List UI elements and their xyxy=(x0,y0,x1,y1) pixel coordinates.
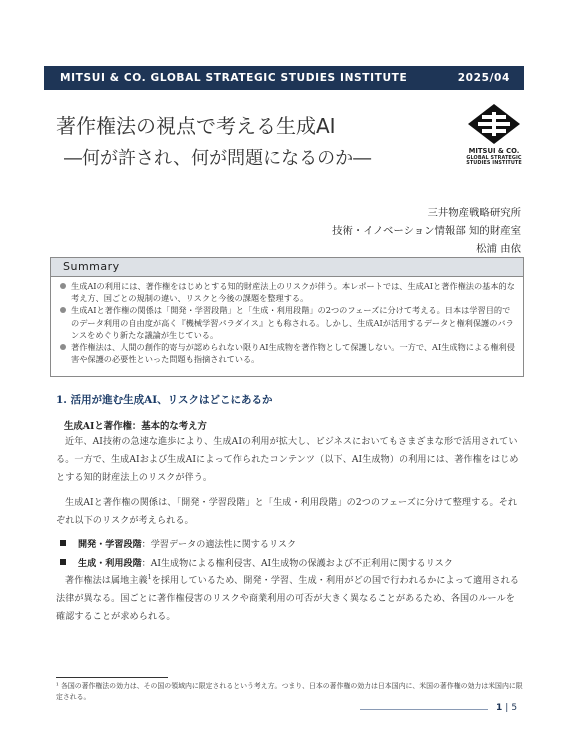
report-title: 著作権法の視点で考える生成AI xyxy=(56,114,336,138)
body-paragraph: 近年、AI技術の急速な進歩により、生成AIの利用が拡大し、ビジネスにおいてもさまざまな形で活用されている。一方で、生成AIおよび生成AIによって作られたコンテンツ（以下、AI生成物）の利用には、著作権をはじめとする知的財産法上のリスクが伴う。 xyxy=(56,437,519,483)
author-name: 松浦 由依 xyxy=(476,243,521,255)
footnote-divider xyxy=(56,677,168,678)
report-subtitle: ―何が許され、何が問題になるのか― xyxy=(64,148,372,169)
summary-heading: Summary xyxy=(51,258,523,277)
author-department: 技術・イノベーション情報部 知的財産室 xyxy=(332,225,521,237)
section-subheading: 生成AIと著作権：基本的な考え方 xyxy=(64,421,207,432)
summary-item: 生成AIと著作権の関係は「開発・学習段階」と「生成・利用段階」の2つのフェーズに分けて考える。日本は学習目的でのデータ利用の自由度が高く『機械学習パラダイス』とも称される。しかし、生成AIが活用するデータと権利保護のバランスをめぐり新たな議論が生じている。 xyxy=(59,304,517,341)
logo-mark-icon xyxy=(467,103,521,145)
logo-text-line3: STUDIES INSTITUTE xyxy=(466,160,522,167)
risk-bullet-label: 生成・利用段階 xyxy=(78,558,142,569)
logo-text-company: MITSUI & CO. xyxy=(468,147,520,155)
square-bullet-icon xyxy=(60,559,66,565)
body-paragraph: 生成AIと著作権の関係は、「開発・学習段階」と「生成・利用段階」の2つのフェーズに分けて整理する。それぞれ以下のリスクが考えられる。 xyxy=(56,498,518,526)
summary-item: 著作権法は、人間の創作的寄与が認められない限りAI生成物を著作物として保護しない。一方で、AI生成物による権利侵害や保護の必要性といった問題も指摘されている。 xyxy=(59,341,517,365)
page-separator: | xyxy=(505,703,509,713)
logo-text-line2: GLOBAL STRATEGIC xyxy=(466,154,522,161)
section-title: 1. 活用が進む生成AI、リスクはどこにあるか xyxy=(56,394,273,406)
risk-bullet-text: ：学習データの適法性に関するリスク xyxy=(141,540,297,550)
footer-line xyxy=(360,709,488,710)
paragraph-text: を採用しているため、開発・学習、生成・利用がどの国で行われるかによって適用される法律が異なる。国ごとに著作権侵害のリスクや商業利用の可否が大きく異なることがあるため、各国のルールを確認することが求められる。 xyxy=(56,576,520,622)
current-page: 1 xyxy=(496,703,503,713)
header-bar xyxy=(44,66,524,90)
summary-list xyxy=(51,277,523,365)
risk-bullet-label: 開発・学習段階 xyxy=(78,539,142,550)
footnote: ¹ 各国の著作権法の効力は、その国の領域内に限定されるという考え方。つまり、日本の著作権の効力は日本国内に、米国の著作権の効力は米国内に限定される。 xyxy=(56,682,523,701)
summary-box xyxy=(50,257,524,377)
square-bullet-icon xyxy=(60,540,66,546)
body-paragraph xyxy=(56,573,520,626)
paragraph-text: 著作権法は属地主義 xyxy=(65,576,148,586)
author-organization: 三井物産戦略研究所 xyxy=(427,207,521,219)
page-number xyxy=(496,703,517,713)
institute-logo xyxy=(462,103,526,183)
report-date: 2025/04 xyxy=(457,72,510,84)
risk-bullet-text: ：AI生成物による権利侵害、AI生成物の保護および不正利用に関するリスク xyxy=(141,559,453,569)
total-pages: 5 xyxy=(511,703,518,713)
risk-bullet xyxy=(60,537,296,550)
footnote-ref[interactable]: 1 xyxy=(147,573,152,581)
institute-name: MITSUI & CO. GLOBAL STRATEGIC STUDIES INSTITUTE xyxy=(60,72,408,84)
risk-bullet xyxy=(60,556,453,569)
summary-item: 生成AIの利用には、著作権をはじめとする知的財産法上のリスクが伴う。本レポートでは、生成AIと著作権法の基本的な考え方、国ごとの規制の違い、リスクと今後の課題を整理する。 xyxy=(59,280,517,304)
